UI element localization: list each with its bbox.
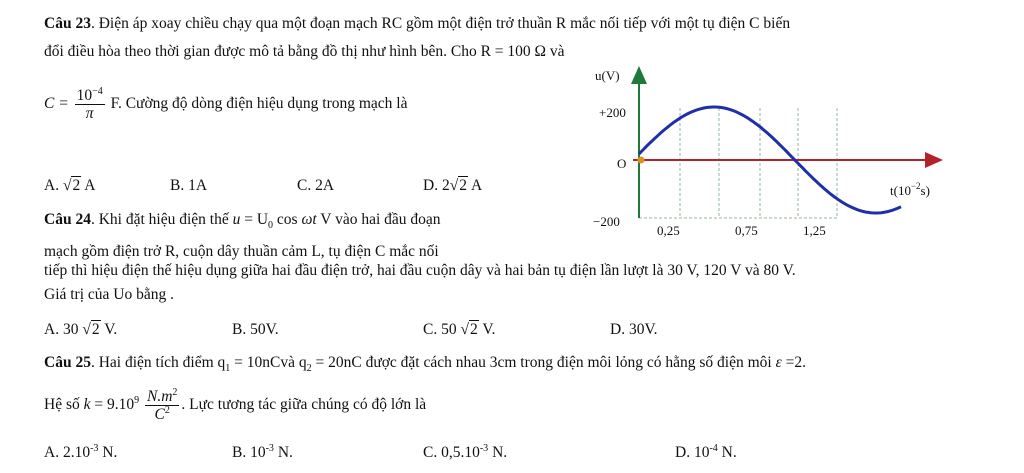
q23-option-d[interactable]: D. 2√2 A xyxy=(423,177,483,194)
q24-line2: mạch gồm điện trở R, cuộn dây thuần cảm L, tụ điện C mắc nối xyxy=(44,243,439,260)
q24-line1: Câu 24. Khi đặt hiệu điện thế $u = U_0$ cos ωt V vào hai đầu đoạn xyxy=(44,211,441,232)
origin-dot xyxy=(638,157,645,164)
voltage-time-graph xyxy=(585,60,965,250)
q23-option-a[interactable]: A. √2 A xyxy=(44,177,96,194)
tick-label-0: 0,25 xyxy=(657,223,680,238)
q25-line1: Câu 25. Hai điện tích điểm $q_1$ = 10nCvà $q_2 = 20nC$ được đặt cách nhau 3cm trong điện môi lỏng có hằng số điện môi ε =2. xyxy=(44,354,806,375)
q24-option-a[interactable]: A. 30 √2 V. xyxy=(44,321,118,338)
q25-label: Câu 25 xyxy=(44,354,91,371)
tick-label-2: 1,25 xyxy=(803,223,826,238)
q24-label: Câu 24 xyxy=(44,211,91,228)
q24-option-d[interactable]: D. 30V. xyxy=(610,321,658,338)
q25-option-c[interactable]: C. $0,5.10^{-3}$ N. xyxy=(423,442,508,461)
q25-option-a[interactable]: A. $2.10^{-3}$ N. xyxy=(44,442,118,461)
q24-option-b[interactable]: B. 50V. xyxy=(232,321,279,338)
q25-option-d[interactable]: D. $10^{-4}$ N. xyxy=(675,442,737,461)
q23-line2: đổi điều hòa theo thời gian được mô tả bằng đồ thị như hình bên. Cho R = 100 Ω và xyxy=(44,43,565,60)
y-axis-label: u(V) xyxy=(595,68,620,83)
y-bottom-label: −200 xyxy=(593,214,620,229)
q23-option-c[interactable]: C. 2A xyxy=(297,177,335,194)
q23-capacitance: C = $\frac{10^{-4}}{\pi}$ F. Cường độ dòng điện hiệu dụng trong mạch là xyxy=(44,85,408,122)
q24-line3: tiếp thì hiệu điện thế hiệu dụng giữa hai đầu điện trở, hai đầu cuộn dây và hai bản tụ điện lần lượt là 30 V, 120 V và 80 V. xyxy=(44,262,796,279)
q25-option-b[interactable]: B. $10^{-3}$ N. xyxy=(232,442,293,461)
c-fraction: $\frac{10^{-4}}{\pi}$ xyxy=(76,85,103,122)
q24-line4: Giá trị của Uo bằng . xyxy=(44,286,174,303)
tick-label-1: 0,75 xyxy=(735,223,758,238)
q23-option-b[interactable]: B. 1A xyxy=(170,177,208,194)
q23-line1: Câu 23. Điện áp xoay chiều chạy qua một đoạn mạch RC gồm một điện trở thuần R mắc nối tiếp với một tụ điện C biến xyxy=(44,15,791,32)
q23-label: Câu 23 xyxy=(44,15,91,32)
x-axis-label: $t(10^{-2}s)$ xyxy=(890,181,930,198)
q25-k-line: Hệ số $k = 9.10^9$ $\frac{N.m^2}{C^2}$ . Lực tương tác giữa chúng có độ lớn là xyxy=(44,386,427,423)
origin-label: O xyxy=(617,156,627,171)
y-top-label: +200 xyxy=(599,105,626,120)
q24-option-c[interactable]: C. 50 √2 V. xyxy=(423,321,496,338)
k-fraction: $\frac{N.m^2}{C^2}$ xyxy=(147,386,178,423)
